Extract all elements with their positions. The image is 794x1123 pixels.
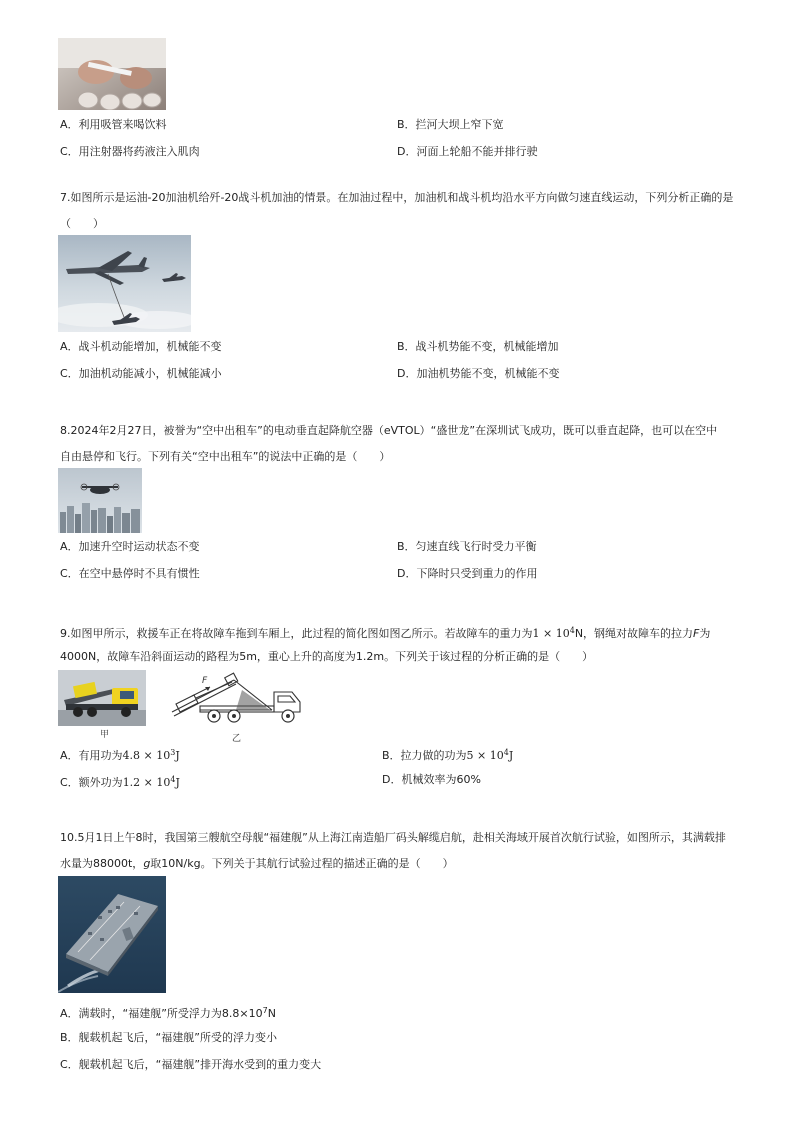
q9-fig-label-yi: 乙: [232, 734, 242, 744]
q9-option-c-text: C．额外功为: [60, 776, 123, 789]
q9-option-b-text: B．拉力做的功为: [382, 749, 467, 762]
q9-option-c-exponent: 4: [170, 775, 176, 784]
q10-option-a: [60, 1004, 276, 1021]
q8-option-c: C．在空中悬停时不具有惯性: [60, 567, 200, 580]
q6-photo-syringe: [58, 38, 166, 110]
q8-stem-line1: 8.2024年2月27日，被誉为“空中出租车”的电动垂直起降航空器（eVTOL）“盛世龙”在深圳试飞成功，既可以垂直起降，也可以在空中: [60, 424, 718, 437]
q9-option-b-mantissa: 5 × 10: [466, 749, 504, 762]
q6-option-a: A．利用吸管来喝饮料: [60, 118, 167, 131]
q9-option-c-unit: J: [175, 776, 180, 789]
q10-option-a-text: A．满载时，“福建舰”所受浮力为8.8×10: [60, 1007, 263, 1020]
q9-diagram-tow-truck: [162, 672, 307, 730]
q9-force-symbol: F: [693, 627, 700, 640]
q6-option-b: B．拦河大坝上窄下宽: [397, 118, 504, 131]
q9-option-a-unit: J: [175, 749, 180, 762]
q8-option-d: D．下降时只受到重力的作用: [397, 567, 538, 580]
q9-option-b-value: [467, 749, 514, 762]
q7-option-b: B．战斗机势能不变，机械能增加: [397, 340, 559, 353]
q10-stem-line2: [60, 857, 454, 871]
q9-photo-tow-truck: [58, 670, 146, 726]
q10-g-symbol: g: [143, 857, 151, 870]
q9-stem-line1: [60, 624, 710, 641]
q9-option-c-mantissa: 1.2 × 10: [122, 776, 171, 789]
q10-stem-line1: 10.5月1日上午8时，我国第三艘航空母舰“福建舰”从上海江南造船厂码头解缆启航，赴相关海域开展首次航行试验，如图所示，其满载排: [60, 831, 726, 844]
q9-fig-label-jia: 甲: [100, 730, 110, 740]
q10-option-a-unit: N: [267, 1007, 276, 1020]
q9-option-a-mantissa: 4.8 × 10: [122, 749, 171, 762]
q9-option-a-exponent: 3: [170, 748, 176, 757]
q8-photo-evtol: [58, 468, 142, 533]
q9-stem-line2: 4000N，故障车沿斜面运动的路程为5m，重心上升的高度为1.2m。下列关于该过程的分析正确的是（ ）: [60, 650, 594, 663]
q6-option-d: D．河面上轮船不能并排行驶: [397, 145, 538, 158]
q10-option-b: B．舰载机起飞后，“福建舰”所受的浮力变小: [60, 1031, 277, 1044]
q6-option-c: C．用注射器将药液注入肌肉: [60, 145, 200, 158]
q9-stem-line1-text-b: N，钢绳对故障车的拉力: [574, 627, 694, 640]
q7-option-d: D．加油机势能不变，机械能不变: [397, 367, 560, 380]
q7-photo-refueling: [58, 235, 191, 332]
q9-option-a: [60, 746, 180, 763]
q9-option-a-text: A．有用功为: [60, 749, 123, 762]
q7-stem-line1: 7.如图所示是运油-20加油机给歼-20战斗机加油的情景。在加油过程中，加油机和战斗机均沿水平方向做匀速直线运动，下列分析正确的是: [60, 191, 734, 204]
q7-stem-line2: （ ）: [60, 217, 104, 230]
q8-option-b: B．匀速直线飞行时受力平衡: [397, 540, 537, 553]
q9-option-c-value: [123, 776, 180, 789]
q10-stem-line2-text-b: 取10N/kg。下列关于其航行试验过程的描述正确的是（ ）: [150, 857, 454, 870]
q10-photo-carrier: [58, 876, 166, 993]
q9-option-b-unit: J: [508, 749, 514, 762]
q7-option-c: C．加油机动能减小，机械能减小: [60, 367, 222, 380]
q9-option-b: [382, 746, 513, 763]
q9-option-d: D．机械效率为60%: [382, 773, 481, 786]
q9-option-b-exponent: 4: [503, 748, 509, 757]
q10-option-c: C．舰载机起飞后，“福建舰”排开海水受到的重力变大: [60, 1058, 322, 1071]
q9-stem-line1-text-c: 为: [699, 627, 711, 640]
q8-option-a: A．加速升空时运动状态不变: [60, 540, 200, 553]
q9-weight-value: [533, 627, 575, 640]
q7-option-a: A．战斗机动能增加，机械能不变: [60, 340, 222, 353]
q9-weight-mantissa: 1 × 10: [532, 627, 570, 640]
q10-stem-line2-text-a: 水量为88000t，: [60, 857, 144, 870]
q8-stem-line2: 自由悬停和飞行。下列有关“空中出租车”的说法中正确的是（ ）: [60, 450, 391, 463]
q9-option-a-value: [123, 749, 180, 762]
q10-option-a-exponent: 7: [262, 1006, 268, 1015]
q9-weight-exponent: 4: [569, 626, 575, 635]
q9-stem-line1-text-a: 9.如图甲所示，救援车正在将故障车拖到车厢上，此过程的简化图如图乙所示。若故障车的重力为: [60, 627, 533, 640]
q9-option-c: [60, 773, 180, 790]
q9-fig-label-F: F: [202, 676, 208, 686]
